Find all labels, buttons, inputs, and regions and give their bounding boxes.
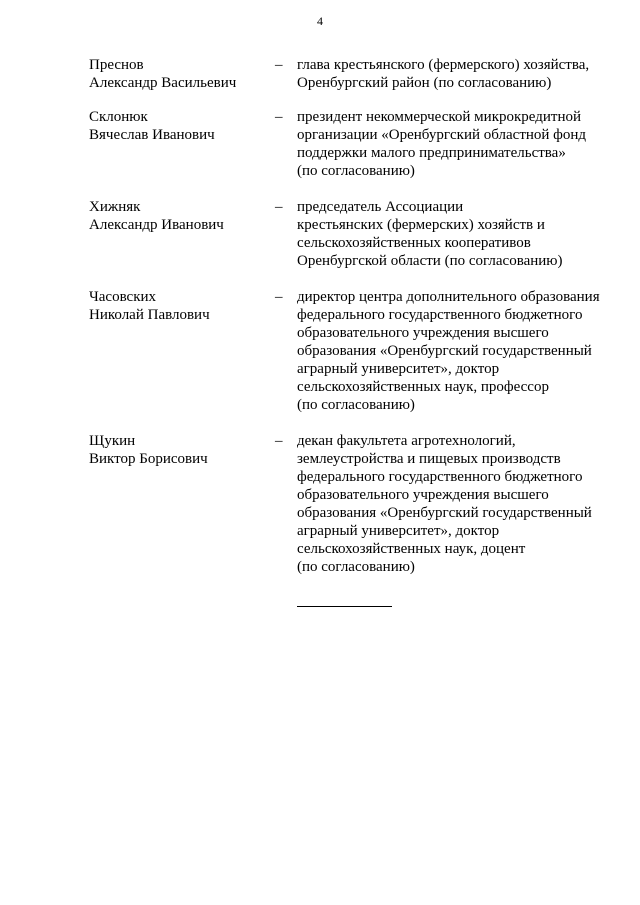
role-line: председатель Ассоциации bbox=[297, 199, 464, 215]
member-role bbox=[297, 432, 609, 576]
role-line: поддержки малого предпринимательства» bbox=[297, 145, 566, 161]
role-line: (по согласованию) bbox=[297, 163, 415, 179]
role-line: декан факультета агротехнологий, bbox=[297, 433, 516, 449]
role-line: глава крестьянского (фермерского) хозяйства, bbox=[297, 57, 590, 73]
role-line: образования «Оренбургский государственный bbox=[297, 505, 592, 521]
role-line: федерального государственного бюджетного bbox=[297, 307, 583, 323]
role-line: образовательного учреждения высшего bbox=[297, 325, 549, 341]
member-name bbox=[89, 198, 274, 234]
member-given-names: Александр Васильевич bbox=[89, 75, 237, 91]
member-role bbox=[297, 288, 609, 414]
role-line: сельскохозяйственных кооперативов bbox=[297, 235, 531, 251]
role-line: крестьянских (фермерских) хозяйств и bbox=[297, 217, 545, 233]
role-line: землеустройства и пищевых производств bbox=[297, 451, 561, 467]
dash-separator: – bbox=[275, 57, 283, 73]
role-line: федерального государственного бюджетного bbox=[297, 469, 583, 485]
dash-separator: – bbox=[275, 109, 283, 125]
member-given-names: Александр Иванович bbox=[89, 217, 224, 233]
member-name bbox=[89, 56, 274, 92]
role-line: организации «Оренбургский областной фонд bbox=[297, 127, 587, 143]
member-name bbox=[89, 288, 274, 324]
member-given-names: Виктор Борисович bbox=[89, 451, 208, 467]
role-line: (по согласованию) bbox=[297, 397, 415, 413]
role-line: президент некоммерческой микрокредитной bbox=[297, 109, 581, 125]
role-line: сельскохозяйственных наук, доцент bbox=[297, 541, 526, 557]
member-given-names: Николай Павлович bbox=[89, 307, 210, 323]
member-name bbox=[89, 432, 274, 468]
role-line: (по согласованию) bbox=[297, 559, 415, 575]
role-line: директор центра дополнительного образования bbox=[297, 289, 600, 305]
member-surname: Преснов bbox=[89, 57, 144, 73]
role-line: Оренбургской области (по согласованию) bbox=[297, 253, 563, 269]
role-line: образования «Оренбургский государственный bbox=[297, 343, 592, 359]
member-role bbox=[297, 56, 609, 92]
member-given-names: Вячеслав Иванович bbox=[89, 127, 215, 143]
role-line: аграрный университет», доктор bbox=[297, 523, 500, 539]
role-line: Оренбургский район (по согласованию) bbox=[297, 75, 552, 91]
end-separator-line bbox=[297, 606, 392, 607]
dash-separator: – bbox=[275, 433, 283, 449]
member-role bbox=[297, 198, 609, 270]
dash-separator: – bbox=[275, 199, 283, 215]
role-line: образовательного учреждения высшего bbox=[297, 487, 549, 503]
member-surname: Хижняк bbox=[89, 199, 141, 215]
page-number: 4 bbox=[317, 14, 323, 28]
member-role bbox=[297, 108, 609, 180]
member-name bbox=[89, 108, 274, 144]
dash-separator: – bbox=[275, 289, 283, 305]
role-line: сельскохозяйственных наук, профессор bbox=[297, 379, 549, 395]
member-surname: Часовских bbox=[89, 289, 157, 305]
member-surname: Щукин bbox=[89, 433, 136, 449]
member-surname: Склонюк bbox=[89, 109, 148, 125]
role-line: аграрный университет», доктор bbox=[297, 361, 500, 377]
